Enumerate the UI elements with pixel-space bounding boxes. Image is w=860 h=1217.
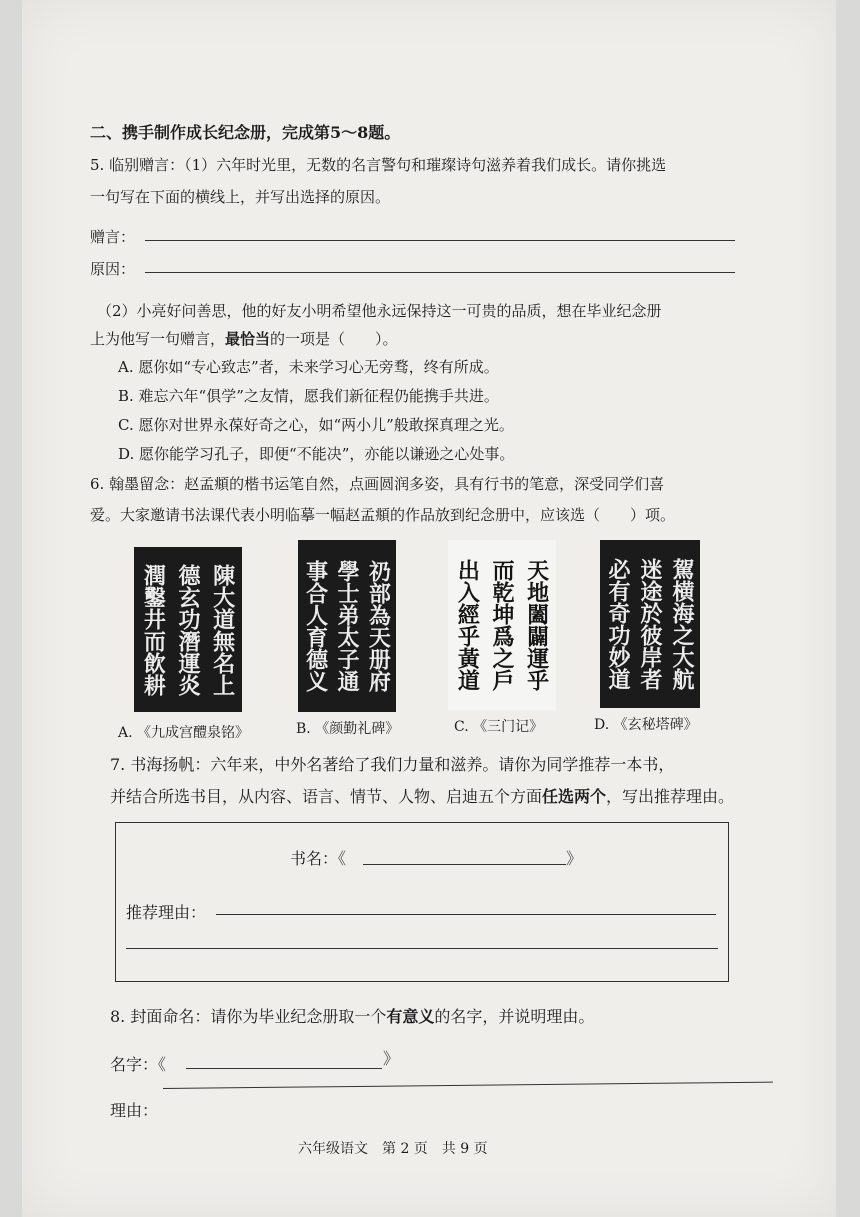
- q5-part2-line1: （2）小亮好问善思，他的好友小明希望他永远保持这一可贵的品质，想在毕业纪念册: [97, 302, 662, 320]
- sample-c-caption: C. 《三门记》: [454, 719, 544, 735]
- sample-d-col-3: 必有奇功妙道: [605, 558, 631, 690]
- shuming-answer-line[interactable]: [363, 864, 566, 865]
- mingzi-close-bracket: 》: [383, 1049, 400, 1068]
- sample-c-col-2: 而乾坤爲之戶: [488, 559, 515, 691]
- calligraphy-sample-c: [448, 540, 556, 710]
- shuming-label: 书名：《: [290, 849, 347, 868]
- sample-a-col-2: 德玄功潛運炎: [174, 563, 201, 696]
- sample-b-col-2: 學士弟太子通: [333, 560, 360, 692]
- zengyan-answer-line[interactable]: [145, 240, 735, 241]
- liyou-answer-line-2[interactable]: [126, 948, 718, 949]
- sample-a-col-1: 陳大道無名上: [209, 563, 236, 696]
- q6-line2: 爱。大家邀请书法课代表小明临摹一幅赵孟頫的作品放到纪念册中，应该选（ ）项。: [90, 506, 676, 524]
- q5-option-c: C. 愿你对世界永葆好奇之心，如“两小儿”般敢探真理之光。: [118, 416, 514, 434]
- q7-line2: [110, 784, 734, 807]
- q8-text-b: 的名字，并说明理由。: [434, 1007, 595, 1026]
- sample-a-col-3: 潤鑿井而飲耕: [140, 563, 167, 696]
- calligraphy-sample-a: [134, 547, 242, 712]
- sample-b-col-1: 礽部為天册府: [365, 560, 392, 692]
- shuming-close-bracket: 》: [566, 849, 583, 868]
- q5-option-b: B. 难忘六年“俱学”之友情，愿我们新征程仍能携手共进。: [118, 387, 499, 405]
- q7-line1: 7. 书海扬帆：六年来，中外名著给了我们力量和滋养。请你为同学推荐一本书，: [110, 755, 675, 774]
- recommendation-box: [115, 822, 729, 982]
- q8-bold: 有意义: [386, 1007, 435, 1026]
- calligraphy-sample-b: [298, 540, 396, 712]
- q5-part2-line2: [90, 328, 398, 349]
- q5-part2-bold: 最恰当: [225, 330, 271, 348]
- q5-part2-text-a: 上为他写一句赠言，: [90, 330, 226, 348]
- q7-text-b: ，写出推荐理由。: [606, 787, 735, 806]
- mingzi-label: 名字：《: [110, 1055, 167, 1074]
- liyou-answer-line-1[interactable]: [216, 914, 716, 915]
- sample-a-caption: A. 《九成宫醴泉铭》: [118, 725, 250, 741]
- q5-line2: 一句写在下面的横线上，并写出选择的原因。: [90, 188, 391, 206]
- sample-d-col-2: 迷途於彼岸者: [637, 558, 663, 690]
- q7-text-a: 并结合所选书目，从内容、语言、情节、人物、启迪五个方面: [110, 787, 543, 806]
- zengyan-label: 赠言：: [90, 228, 136, 246]
- page-footer: 六年级语文 第 2 页 共 9 页: [298, 1141, 488, 1157]
- q8-text-a: 8. 封面命名：请你为毕业纪念册取一个: [110, 1007, 387, 1026]
- calligraphy-sample-d: [600, 540, 700, 708]
- yuanyin-answer-line[interactable]: [145, 272, 735, 273]
- sample-d-caption: D. 《玄秘塔碑》: [594, 717, 698, 733]
- sample-c-col-3: 出入經乎黃道: [454, 559, 481, 691]
- sample-b-col-3: 事合人育德义: [302, 560, 329, 692]
- tuijian-liyou-label: 推荐理由：: [126, 903, 207, 922]
- q6-line1: 6. 翰墨留念：赵孟頫的楷书运笔自然，点画圆润多姿，具有行书的笔意，深受同学们喜: [90, 475, 665, 493]
- sample-c-col-1: 天地闔闢運乎: [523, 559, 550, 691]
- sample-b-caption: B. 《颜勤礼碑》: [296, 721, 400, 737]
- q5-option-a: A. 愿你如“专心致志”者，未来学习心无旁骛，终有所成。: [118, 358, 499, 376]
- yuanyin-label: 原因：: [90, 260, 136, 278]
- q5-part2-text-b: 的一项是（ ）。: [270, 330, 398, 348]
- q5-option-d: D. 愿你能学习孔子，即便“不能决”，亦能以谦逊之心处事。: [118, 445, 515, 463]
- q8-liyou-label: 理由：: [110, 1101, 159, 1120]
- sample-d-col-1: 駕横海之大航: [669, 558, 695, 690]
- mingzi-answer-line[interactable]: [186, 1068, 382, 1069]
- q7-bold: 任选两个: [542, 787, 607, 806]
- q5-line1: 5. 临别赠言：（1）六年时光里，无数的名言警句和璀璨诗句滋养着我们成长。请你挑选: [90, 156, 667, 174]
- section-title: 二、携手制作成长纪念册，完成第5～8题。: [90, 123, 401, 142]
- q8-line1: [110, 1004, 594, 1027]
